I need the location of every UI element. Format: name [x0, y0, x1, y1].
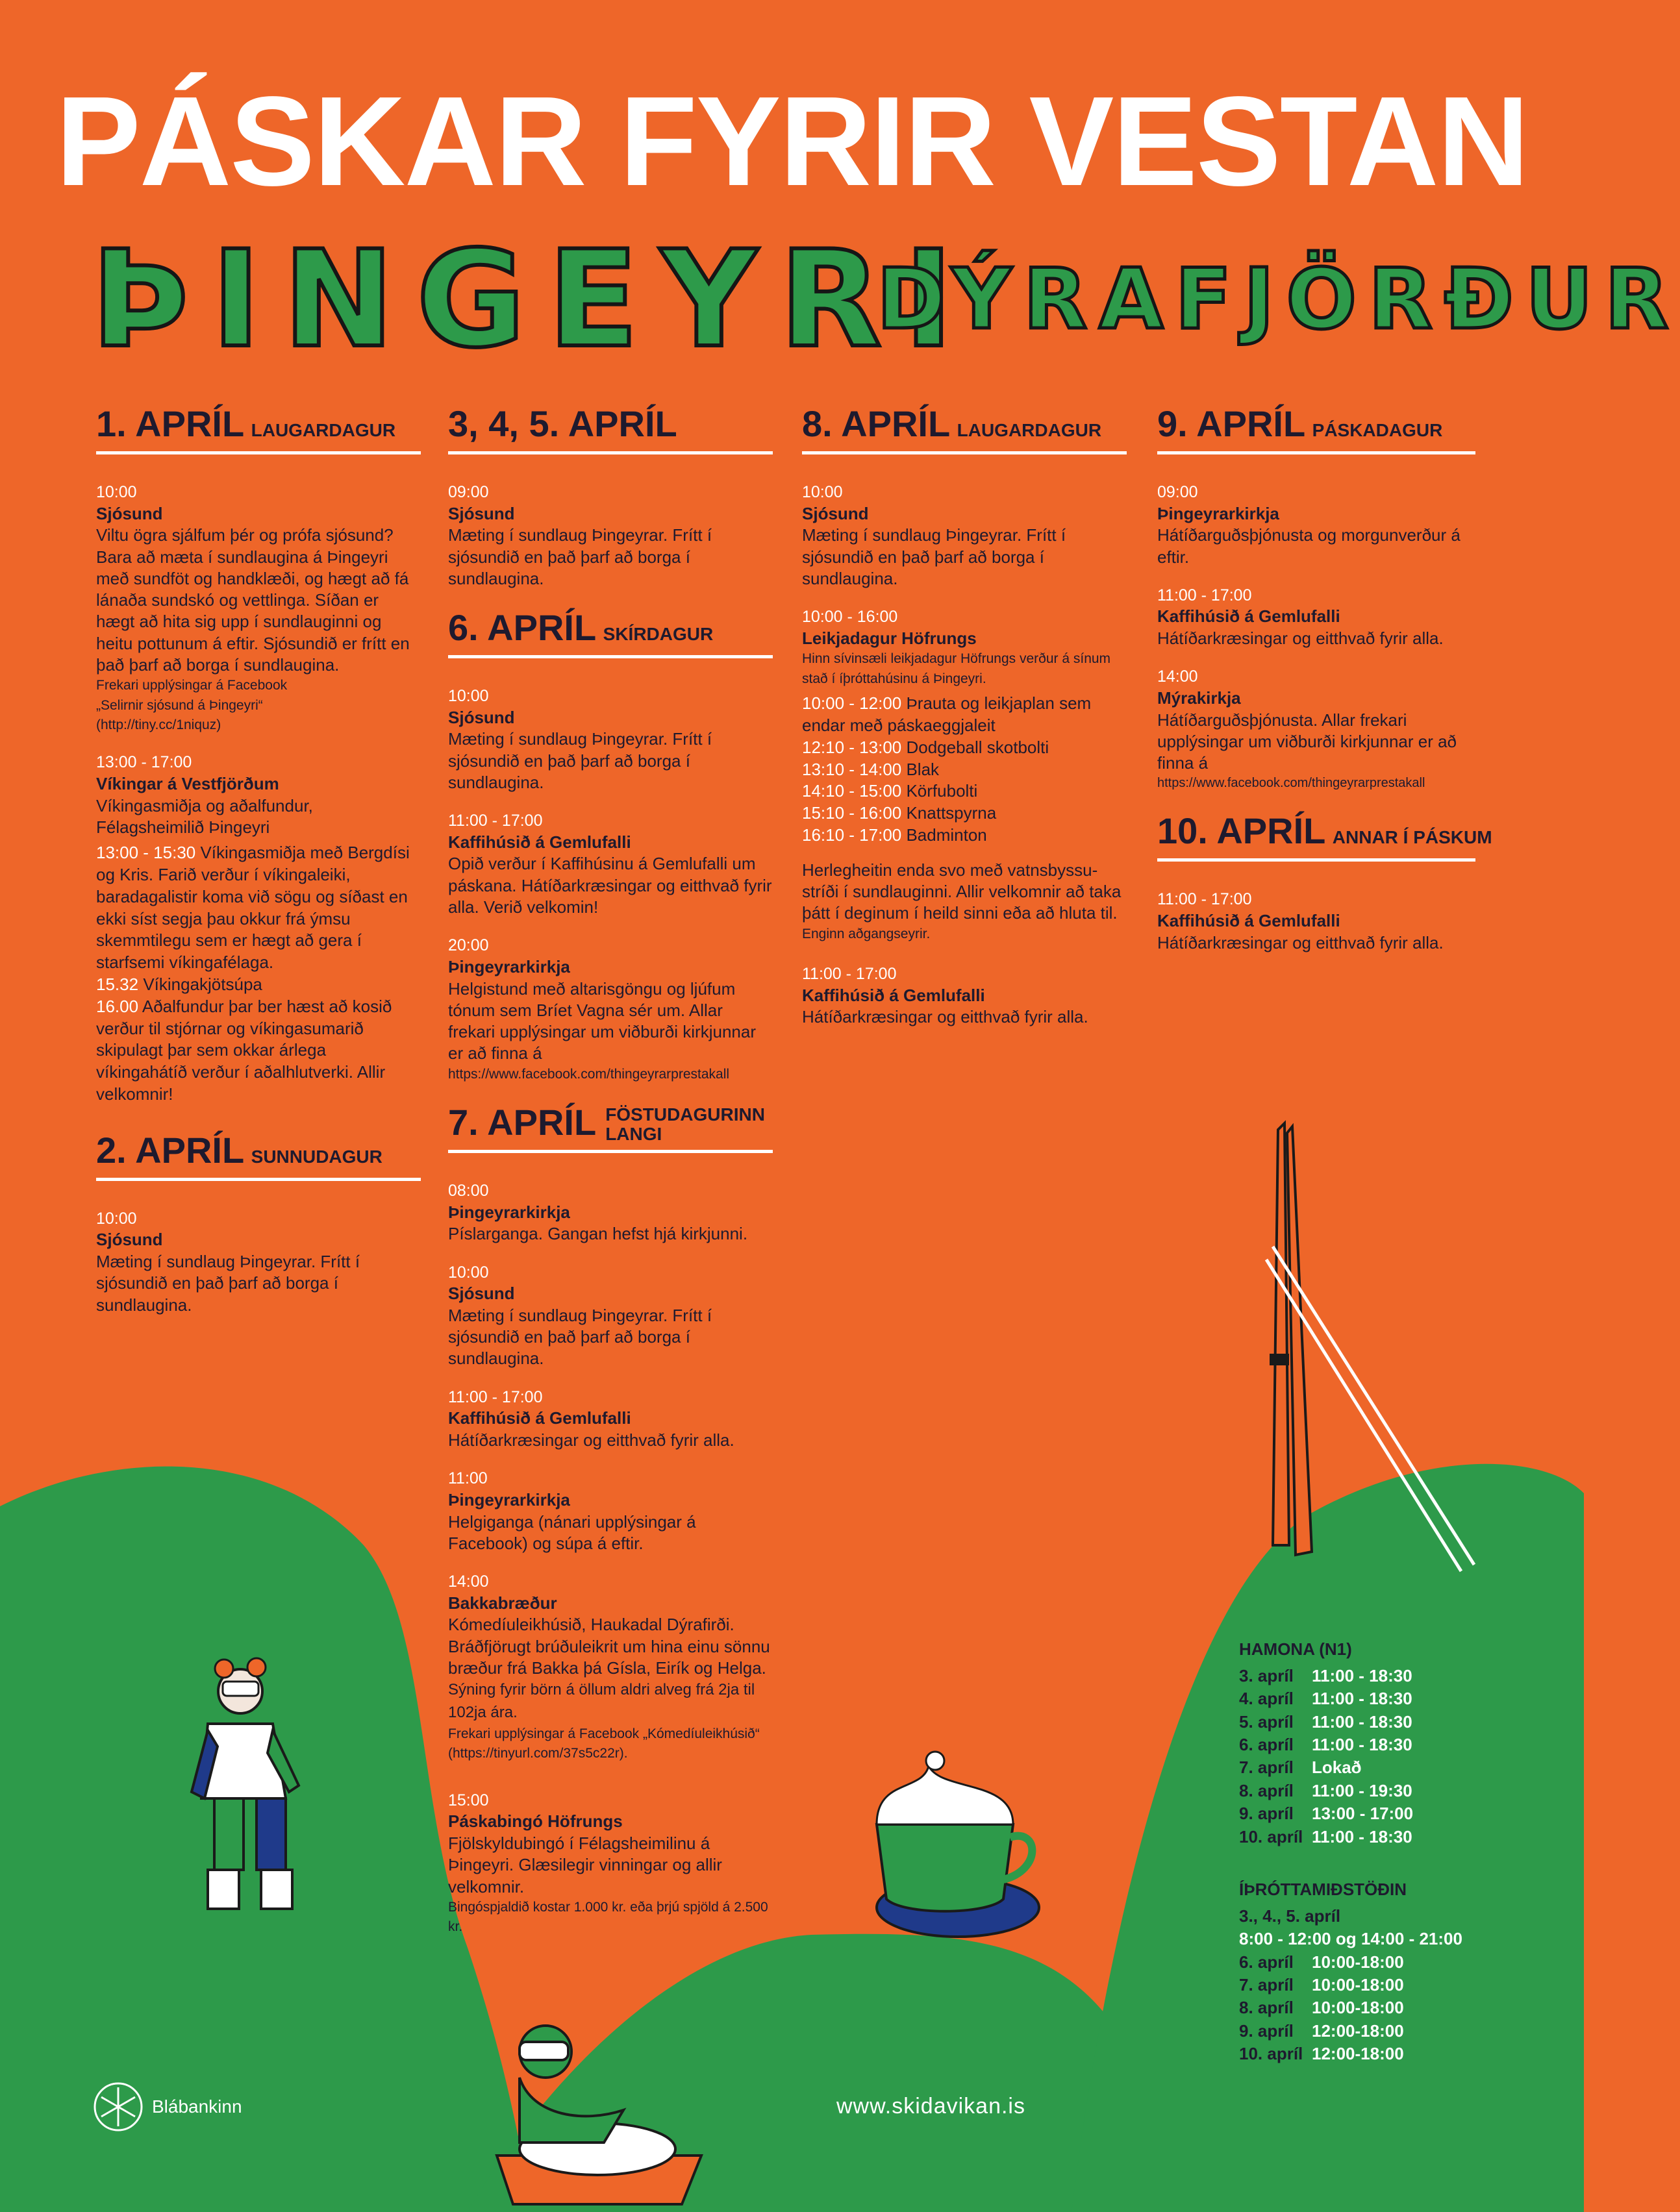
- event-item: [802, 482, 1127, 590]
- event-name: Víkingar á Vestfjörðum: [96, 773, 279, 793]
- event-description: Helgiganga (nánari upplýsingar á Facebook) og súpa á eftir.: [448, 1511, 696, 1553]
- event-item: [448, 686, 773, 793]
- event-link[interactable]: https://www.facebook.com/thingeyrarprestakall: [448, 1066, 730, 1082]
- day-header: [96, 1129, 421, 1181]
- event-name: Kaffihúsið á Gemlufalli: [802, 985, 985, 1005]
- event-name: Sjósund: [448, 707, 515, 727]
- event-note: Frekari upplýsingar á Facebook: [96, 678, 288, 693]
- sub-event: [802, 780, 1127, 802]
- hours-time: 11:00 - 18:30: [1312, 1826, 1412, 1846]
- sub-event-time: 13:10 - 14:00: [802, 759, 902, 779]
- day-weekday: PÁSKADAGUR: [1312, 420, 1443, 440]
- hours-row: [1239, 1826, 1518, 1848]
- event-note: (http://tiny.cc/1niquz): [96, 717, 221, 733]
- hours-time: 11:00 - 18:30: [1312, 1711, 1412, 1732]
- event-name: Kaffihúsið á Gemlufalli: [1157, 606, 1340, 627]
- event-item: [448, 1571, 773, 1764]
- hours-date: 5. apríl: [1239, 1711, 1294, 1732]
- hours-date: 8. apríl: [1239, 1998, 1294, 2018]
- sub-event-text: Þrauta og leikjaplan sem endar með páskaeggjaleit: [802, 693, 1092, 736]
- hours-time: 11:00 - 18:30: [1312, 1689, 1412, 1709]
- day-header: [1157, 403, 1475, 454]
- day-date: 7. APRÍL: [448, 1102, 597, 1143]
- event-time: 15:00: [448, 1791, 489, 1809]
- sub-event-time: 13:00 - 15:30: [96, 843, 196, 863]
- event-note: Enginn aðgangseyrir.: [802, 926, 931, 941]
- hours-row: [1239, 1951, 1518, 1974]
- day-weekday: SUNNUDAGUR: [251, 1146, 382, 1167]
- event-item: [448, 1180, 773, 1245]
- sub-event: [96, 974, 421, 996]
- sub-event-text: Körfubolti: [906, 781, 978, 801]
- day-date: 10. APRÍL: [1157, 810, 1326, 852]
- event-time: 09:00: [448, 483, 489, 501]
- day-weekday: LAUGARDAGUR: [957, 420, 1102, 440]
- event-item: [1157, 482, 1475, 568]
- snowflake-logo-icon: [92, 2081, 144, 2133]
- event-name: Sjósund: [802, 503, 869, 523]
- hours-row: [1239, 1711, 1518, 1734]
- event-time: 09:00: [1157, 483, 1198, 501]
- event-note: Hinn sívinsæli leikjadagur Höfrungs verður á sínum stað í íþróttahúsinu á Þingeyri.: [802, 651, 1111, 686]
- event-time: 10:00: [96, 483, 137, 501]
- hours-date: 9. apríl: [1239, 1804, 1294, 1824]
- hours-time: 11:00 - 19:30: [1312, 1780, 1412, 1800]
- event-time: 14:00: [1157, 667, 1198, 686]
- event-description: Mæting í sundlaug Þingeyrar. Frítt í sjósundið en það þarf að borga í sundlaugina.: [448, 729, 712, 792]
- sponsor-logo: [92, 2081, 242, 2133]
- day-weekday: [605, 1105, 765, 1143]
- event-time: 10:00: [448, 1263, 489, 1282]
- hours-time: 12:00-18:00: [1312, 2020, 1404, 2041]
- hours-time: 10:00-18:00: [1312, 1998, 1404, 2018]
- event-name: Þingeyrarkirkja: [448, 956, 570, 976]
- day-weekday-line: FÖSTUDAGURINN: [605, 1104, 765, 1125]
- hours-date: 4. apríl: [1239, 1689, 1294, 1709]
- event-time: 20:00: [448, 936, 489, 955]
- event-note: Sýning fyrir börn á öllum aldri alveg frá 2ja til 102ja ára.: [448, 1681, 755, 1722]
- hours-date: 6. apríl: [1239, 1952, 1294, 1972]
- sub-event: [802, 825, 1127, 847]
- hours-time: 11:00 - 18:30: [1312, 1735, 1412, 1755]
- event-closing: Herlegheitin enda svo með vatnsbyssu-stríði í sundlauginni. Allir velkomnir að taka þátt í deginum í heild sinni eða að hluta til.: [802, 860, 1122, 923]
- event-item: [448, 482, 773, 590]
- sub-event-time: 14:10 - 15:00: [802, 781, 902, 801]
- hours-row: [1239, 1734, 1518, 1756]
- hours-date: 10. apríl: [1239, 2044, 1303, 2064]
- event-item: [1157, 585, 1475, 650]
- event-description: Hátíðarguðsþjónusta og morgunverður á eftir.: [1157, 525, 1461, 567]
- hours-date: 8. apríl: [1239, 1780, 1294, 1800]
- event-description: Viltu ögra sjálfum þér og prófa sjósund? Bara að mæta í sundlaugina á Þingeyri með sundföt og handklæði, og hægt að fá lánaða sundskó og vettlinga. Síðan er hægt að hita sig upp í sundlauginni og heitu pottunum á eftir. Sjósundið er frítt en það þarf að borga í sundlaugina.: [96, 525, 410, 675]
- day-header: [448, 403, 773, 454]
- sub-event-text: Badminton: [906, 825, 987, 845]
- event-item: [448, 935, 773, 1084]
- event-time: 10:00: [802, 483, 843, 501]
- hours-row: [1239, 2020, 1518, 2043]
- hours-date: 7. apríl: [1239, 1975, 1294, 1995]
- event-name: Sjósund: [448, 1284, 515, 1304]
- event-item: [1157, 666, 1475, 793]
- event-note: Frekari upplýsingar á Facebook „Kómedíuleikhúsið“: [448, 1726, 760, 1741]
- sport-center-hours: [1239, 1880, 1518, 2066]
- event-time: 11:00 - 17:00: [802, 965, 897, 984]
- event-note: Bingóspjaldið kostar 1.000 kr. eða þrjú spjöld á 2.500 kr.: [448, 1899, 768, 1935]
- day-date: 2. APRÍL: [96, 1129, 245, 1171]
- event-description: Píslarganga. Gangan hefst hjá kirkjunni.: [448, 1224, 748, 1244]
- event-description: Hátíðarkræsingar og eitthvað fyrir alla.: [802, 1007, 1088, 1027]
- hours-time: 8:00 - 12:00 og 14:00 - 21:00: [1239, 1929, 1462, 1949]
- hours-time: 12:00-18:00: [1312, 2044, 1404, 2064]
- event-time: 14:00: [448, 1572, 489, 1591]
- event-description: Hátíðarkræsingar og eitthvað fyrir alla.: [1157, 932, 1444, 952]
- hours-row: [1239, 2043, 1518, 2065]
- day-header: [448, 606, 773, 658]
- event-item: [448, 810, 773, 918]
- column-1: [96, 403, 421, 1333]
- sub-event-time: 15.32: [96, 975, 139, 995]
- day-weekday-line: LANGI: [605, 1123, 662, 1144]
- event-description: Mæting í sundlaug Þingeyrar. Frítt í sjósundið en það þarf að borga í sundlaugina.: [96, 1252, 360, 1315]
- hours-date: 7. apríl: [1239, 1758, 1294, 1778]
- event-time: 11:00 - 17:00: [448, 1387, 543, 1406]
- fjord-name: DÝRAFJÖRÐUR: [877, 251, 1680, 348]
- event-time: 08:00: [448, 1182, 489, 1200]
- event-name: Þingeyrarkirkja: [1157, 503, 1279, 523]
- event-time: 11:00 - 17:00: [1157, 890, 1252, 909]
- event-description: Opið verður í Kaffihúsinu á Gemlufalli um páskana. Hátíðarkræsingar og eitthvað fyrir alla. Verið velkomin!: [448, 854, 772, 917]
- event-description: Kómedíuleikhúsið, Haukadal Dýrafirði. Bráðfjörugt brúðuleikrit um hina einu sönnu bræður frá Bakka þá Gísla, Eirík og Helga.: [448, 1615, 770, 1678]
- event-time: 10:00: [96, 1209, 137, 1228]
- hours-time: 13:00 - 17:00: [1312, 1804, 1414, 1824]
- event-name: Kaffihúsið á Gemlufalli: [1157, 910, 1340, 930]
- event-time: 10:00: [448, 687, 489, 706]
- hours-date: 10. apríl: [1239, 1826, 1303, 1846]
- hamona-hours: [1239, 1639, 1518, 1848]
- event-name: Leikjadagur Höfrungs: [802, 628, 977, 648]
- event-time: 11:00: [448, 1469, 488, 1488]
- event-name: Bakkabræður: [448, 1593, 557, 1613]
- event-name: Mýrakirkja: [1157, 688, 1241, 708]
- event-description: Helgistund með altarisgöngu og ljúfum tónum sem Bríet Vagna sér um. Allar frekari upplýsingar um viðburði kirkjunnar er að finna á: [448, 978, 756, 1063]
- event-item: [96, 1208, 421, 1316]
- sub-event-text: Aðalfundur þar ber hæst að kosið verður til stjórnar og víkingasumarið skipulagt þar sem okkar árlega víkingahátíð verður í aðalhlutverki. Allir velkomnir!: [96, 996, 392, 1104]
- hours-time: 11:00 - 18:30: [1312, 1666, 1412, 1685]
- sub-event: [802, 802, 1127, 825]
- town-name: ÞINGEYRI: [91, 223, 975, 377]
- hours-date: 3. apríl: [1239, 1666, 1294, 1685]
- column-2: [448, 403, 773, 1954]
- hours-row: [1239, 1665, 1518, 1687]
- hours-row: [1239, 1780, 1518, 1802]
- hours-title: ÍÞRÓTTAMIÐSTÖÐIN: [1239, 1880, 1407, 1899]
- hours-date: 9. apríl: [1239, 2020, 1294, 2041]
- day-header: [802, 403, 1127, 454]
- column-3: [802, 403, 1127, 1045]
- day-weekday: LAUGARDAGUR: [251, 420, 396, 440]
- event-item: [448, 1468, 773, 1554]
- event-description: Hátíðarkræsingar og eitthvað fyrir alla.: [448, 1430, 734, 1450]
- event-item: [802, 963, 1127, 1028]
- event-name: Sjósund: [96, 503, 163, 523]
- event-description: Mæting í sundlaug Þingeyrar. Frítt í sjósundið en það þarf að borga í sundlaugina.: [802, 525, 1066, 588]
- hours-time: 10:00-18:00: [1312, 1975, 1404, 1995]
- day-date: 1. APRÍL: [96, 403, 245, 444]
- event-link[interactable]: https://www.facebook.com/thingeyrarprestakall: [1157, 776, 1425, 791]
- hours-row: [1239, 1996, 1518, 2019]
- sub-event-text: Knattspyrna: [906, 803, 997, 823]
- event-name: Páskabingó Höfrungs: [448, 1811, 623, 1832]
- column-4: [1157, 403, 1492, 971]
- sub-event-text: Blak: [906, 759, 940, 779]
- day-date: 8. APRÍL: [802, 403, 951, 444]
- day-date: 3, 4, 5. APRÍL: [448, 403, 677, 444]
- sub-event: [802, 693, 1127, 737]
- event-item: [448, 1387, 773, 1452]
- sub-event-text: Dodgeball skotbolti: [906, 737, 1049, 757]
- sub-event-time: 16.00: [96, 996, 139, 1016]
- event-name: Kaffihúsið á Gemlufalli: [448, 1408, 631, 1428]
- event-note: (https://tinyurl.com/37s5c22r).: [448, 1746, 628, 1761]
- day-weekday: SKÍRDAGUR: [603, 624, 714, 645]
- event-time: 11:00 - 17:00: [1157, 586, 1252, 604]
- hours-date: 3., 4., 5. apríl: [1239, 1906, 1341, 1926]
- sub-event-text: Víkingakjötsúpa: [143, 975, 262, 995]
- website-link[interactable]: www.skidavikan.is: [836, 2094, 1025, 2119]
- page-title: PÁSKAR FYRIR VESTAN: [55, 70, 1528, 212]
- sponsor-name: Blábankinn: [152, 2096, 242, 2117]
- event-item: [448, 1262, 773, 1370]
- event-time: 13:00 - 17:00: [96, 753, 192, 772]
- hours-row: [1239, 1802, 1518, 1825]
- event-name: Þingeyrarkirkja: [448, 1202, 570, 1222]
- hours-title: HAMONA (N1): [1239, 1639, 1352, 1659]
- sub-event-time: 15:10 - 16:00: [802, 803, 902, 823]
- hours-date: 6. apríl: [1239, 1735, 1294, 1755]
- event-name: Þingeyrarkirkja: [448, 1489, 570, 1510]
- event-name: Kaffihúsið á Gemlufalli: [448, 832, 631, 852]
- day-header: [96, 403, 421, 454]
- event-note: „Selirnir sjósund á Þingeyri“: [96, 697, 263, 713]
- sub-event-time: 10:00 - 12:00: [802, 693, 902, 714]
- sub-event-time: 16:10 - 17:00: [802, 825, 902, 845]
- sub-event-time: 12:10 - 13:00: [802, 737, 902, 757]
- hours-time: 10:00-18:00: [1312, 1952, 1404, 1972]
- event-name: Sjósund: [96, 1230, 163, 1250]
- hours-row: [1239, 1928, 1518, 1950]
- sub-event: [96, 996, 421, 1106]
- event-time: 10:00 - 16:00: [802, 608, 898, 627]
- day-weekday: ANNAR Í PÁSKUM: [1332, 827, 1492, 848]
- sub-event: [802, 737, 1127, 759]
- hours-row: [1239, 1974, 1518, 1996]
- event-item: [1157, 889, 1475, 954]
- day-header: [1157, 810, 1492, 862]
- event-time: 11:00 - 17:00: [448, 812, 543, 830]
- day-date: 9. APRÍL: [1157, 403, 1306, 444]
- sub-event: [96, 842, 421, 974]
- sub-event: [802, 759, 1127, 781]
- cocoa-cup-icon: [877, 1752, 1039, 1937]
- event-description: Mæting í sundlaug Þingeyrar. Frítt í sjósundið en það þarf að borga í sundlaugina.: [448, 1305, 712, 1369]
- hours-row: [1239, 1756, 1518, 1779]
- day-header: [448, 1101, 773, 1153]
- event-item: [96, 482, 421, 735]
- event-name: Sjósund: [448, 503, 515, 523]
- event-description: Hátíðarguðsþjónusta. Allar frekari upplýsingar um viðburði kirkjunnar er að finna á: [1157, 710, 1457, 773]
- hours-time: Lokað: [1312, 1758, 1362, 1778]
- event-description: Hátíðarkræsingar og eitthvað fyrir alla.: [1157, 628, 1444, 649]
- event-item: [802, 606, 1127, 689]
- event-description: Víkingasmiðja og aðalfundur, Félagsheimilið Þingeyri: [96, 795, 313, 838]
- event-description: Mæting í sundlaug Þingeyrar. Frítt í sjósundið en það þarf að borga í sundlaugina.: [448, 525, 712, 588]
- event-item: [96, 752, 421, 838]
- hours-row: [1239, 1905, 1518, 1928]
- event-item: [448, 1790, 773, 1937]
- event-description: Fjölskyldubingó í Félagsheimilinu á Þingeyri. Glæsilegir vinningar og allir velkomnir.: [448, 1833, 722, 1896]
- day-date: 6. APRÍL: [448, 607, 597, 649]
- sub-event-text: Víkingasmiðja með Bergdísi og Kris. Farið verður í víkingaleiki, baradagalistir koma við sögu og síðast en ekki síst segja þau okkur frá ýmsu skemmtilegu sem er hægt að gera í starfsemi víkingafélaga.: [96, 843, 410, 973]
- hours-row: [1239, 1687, 1518, 1710]
